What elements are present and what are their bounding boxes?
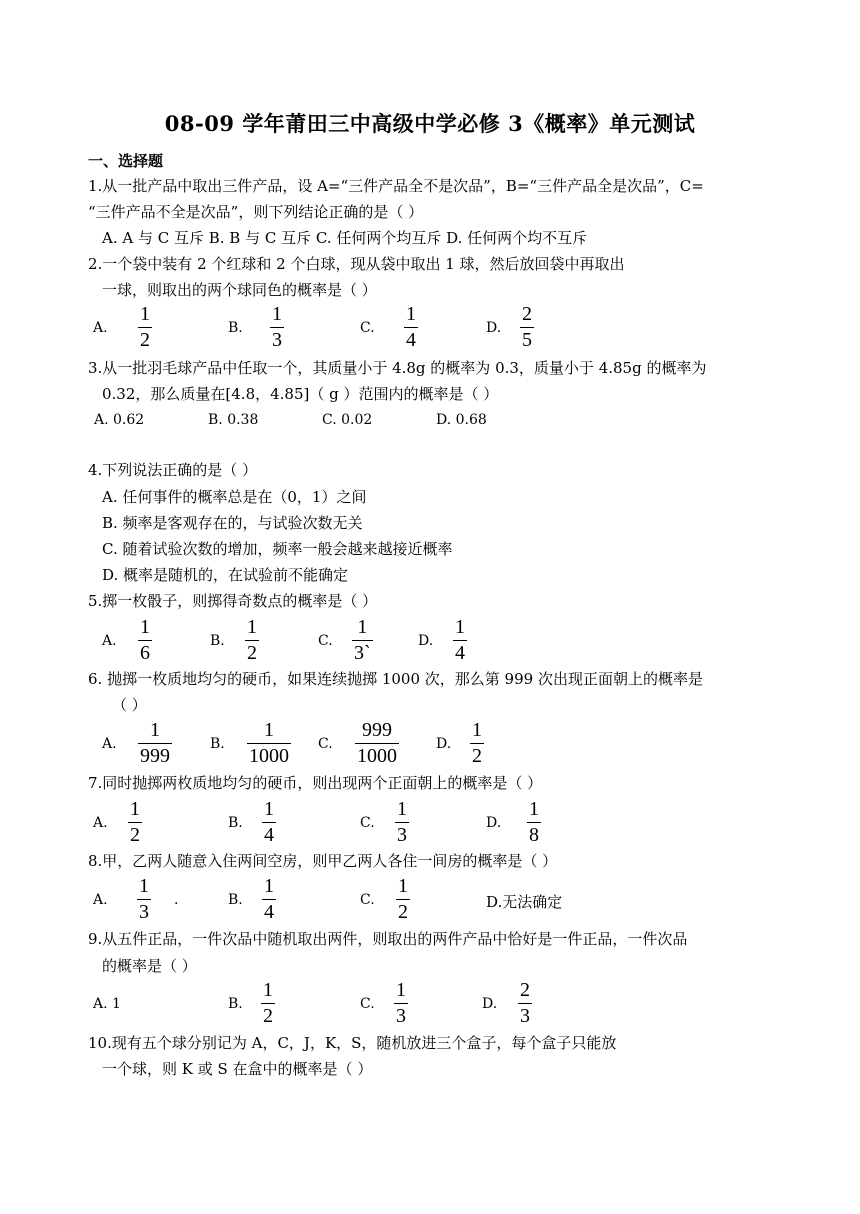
q9-fraction-b — [261, 980, 275, 1027]
q6-fraction-a-den: 999 — [140, 745, 170, 767]
q5-fraction-a — [138, 617, 152, 664]
q2-label-b: B. — [228, 320, 243, 336]
q2-fraction-a-den: 2 — [140, 329, 150, 351]
q5-fraction-c-num: 1 — [357, 616, 368, 638]
q5-fraction-d — [453, 617, 467, 664]
q8-fraction-b-num: 1 — [264, 875, 274, 897]
q1-choices: A. A 与 C 互斥 B. B 与 C 互斥 C. 任何两个均互斥 D. 任何两个均不互斥 — [102, 229, 588, 247]
q9-choice-a: A. 1 — [93, 996, 121, 1012]
q8-label-c: C. — [360, 892, 375, 908]
q3-choice-b: B. 0.38 — [208, 412, 259, 428]
q5-label-a: A. — [102, 633, 117, 649]
q3-text-line1: 3.从一批羽毛球产品中任取一个，其质量小于 4.8g 的概率为 0.3，质量小于 4.85g 的概率为 — [88, 359, 707, 377]
q5-fraction-c — [352, 617, 373, 664]
q9-fraction-b-den: 2 — [263, 1005, 273, 1027]
q7-label-d: D. — [486, 815, 502, 831]
q2-fraction-a — [138, 304, 152, 351]
q2-label-c: C. — [360, 320, 375, 336]
q8-dot: . — [174, 892, 179, 908]
q2-text-line1: 2.一个袋中装有 2 个红球和 2 个白球，现从袋中取出 1 球，然后放回袋中再取出 — [88, 255, 625, 273]
q8-fraction-a — [137, 876, 151, 923]
q7-fraction-c — [395, 799, 409, 846]
q4-choice-b: B. 频率是客观存在的，与试验次数无关 — [102, 514, 363, 532]
q6-fraction-c-den: 1000 — [357, 745, 397, 767]
q9-fraction-d — [518, 980, 532, 1027]
q2-fraction-b-num: 1 — [272, 303, 282, 325]
q4-text-line1: 4.下列说法正确的是（ ） — [88, 461, 258, 479]
q7-fraction-a-den: 2 — [130, 824, 140, 846]
q2-fraction-a-num: 1 — [140, 303, 150, 325]
q8-fraction-a-den: 3 — [139, 901, 149, 923]
q2-fraction-c — [404, 304, 418, 351]
q9-text-line2: 的概率是（ ） — [102, 957, 197, 975]
q5-label-b: B. — [210, 633, 225, 649]
q8-text-line1: 8.甲，乙两人随意入住两间空房，则甲乙两人各住一间房的概率是（ ） — [88, 852, 558, 870]
q5-fraction-b — [245, 617, 259, 664]
q8-fraction-c-den: 2 — [398, 901, 408, 923]
q9-label-d: D. — [482, 996, 498, 1012]
q2-fraction-d-den: 5 — [522, 329, 532, 351]
q2-text-line2: 一球，则取出的两个球同色的概率是（ ） — [102, 281, 377, 299]
q9-fraction-c-den: 3 — [396, 1005, 406, 1027]
q3-choice-d: D. 0.68 — [436, 412, 487, 428]
q6-fraction-c-num: 999 — [362, 719, 392, 741]
q7-label-c: C. — [360, 815, 375, 831]
q4-choice-a: A. 任何事件的概率总是在（0，1）之间 — [102, 488, 367, 506]
q8-label-a: A. — [93, 892, 108, 908]
q2-fraction-c-den: 4 — [406, 329, 416, 351]
q9-label-b: B. — [228, 996, 243, 1012]
q5-label-c: C. — [318, 633, 333, 649]
q9-fraction-d-den: 3 — [520, 1005, 530, 1027]
q6-label-c: C. — [318, 736, 333, 752]
q5-text-line1: 5.掷一枚骰子，则掷得奇数点的概率是（ ） — [88, 592, 378, 610]
q8-fraction-b — [262, 876, 276, 923]
q9-fraction-c-num: 1 — [396, 979, 406, 1001]
q9-fraction-b-num: 1 — [263, 979, 273, 1001]
q7-fraction-d-num: 1 — [529, 798, 539, 820]
q2-fraction-c-num: 1 — [406, 303, 416, 325]
q5-label-d: D. — [418, 633, 434, 649]
q7-fraction-d — [527, 799, 541, 846]
q2-fraction-b — [270, 304, 284, 351]
q1-text-line2: “三件产品不全是次品”，则下列结论正确的是（ ） — [88, 203, 424, 221]
q6-text-line2: （ ） — [112, 696, 147, 714]
q6-fraction-b-den: 1000 — [249, 745, 289, 767]
q7-fraction-b-den: 4 — [264, 824, 274, 846]
q7-label-b: B. — [228, 815, 243, 831]
q5-fraction-a-den: 6 — [140, 642, 150, 664]
q6-fraction-d-den: 2 — [472, 745, 482, 767]
q2-label-a: A. — [93, 320, 108, 336]
q4-choice-d: D. 概率是随机的，在试验前不能确定 — [102, 566, 349, 584]
q3-text-line2: 0.32，那么质量在[4.8，4.85]（ g ）范围内的概率是（ ） — [102, 385, 499, 403]
q2-fraction-d — [520, 304, 534, 351]
q8-fraction-c — [396, 876, 410, 923]
q7-fraction-c-num: 1 — [397, 798, 407, 820]
q2-label-d: D. — [486, 320, 502, 336]
q6-fraction-c — [355, 720, 399, 767]
q7-fraction-c-den: 3 — [397, 824, 407, 846]
q2-fraction-d-num: 2 — [522, 303, 532, 325]
q8-fraction-b-den: 4 — [264, 901, 274, 923]
q10-text-line1: 10.现有五个球分别记为 A，C，J，K，S，随机放进三个盒子，每个盒子只能放 — [88, 1034, 617, 1052]
q7-fraction-a-num: 1 — [130, 798, 140, 820]
q6-label-a: A. — [102, 736, 117, 752]
q3-choice-c: C. 0.02 — [322, 412, 373, 428]
q5-fraction-d-den: 4 — [455, 642, 465, 664]
q6-label-b: B. — [210, 736, 225, 752]
q5-fraction-b-num: 1 — [247, 616, 257, 638]
q6-fraction-b-num: 1 — [264, 719, 274, 741]
q2-fraction-b-den: 3 — [272, 329, 282, 351]
q1-text-line1: 1.从一批产品中取出三件产品，设 A=“三件产品全不是次品”，B=“三件产品全是次品”，C= — [88, 177, 704, 195]
q7-text-line1: 7.同时抛掷两枚质地均匀的硬币，则出现两个正面朝上的概率是（ ） — [88, 774, 543, 792]
q9-fraction-d-num: 2 — [520, 979, 530, 1001]
q5-fraction-d-num: 1 — [455, 616, 465, 638]
q5-fraction-c-den: 3` — [354, 642, 371, 664]
q6-fraction-a — [138, 720, 172, 767]
q6-text-line1: 6. 抛掷一枚质地均匀的硬币，如果连续抛掷 1000 次，那么第 999 次出现正面朝上的概率是 — [88, 670, 703, 688]
q10-text-line2: 一个球，则 K 或 S 在盒中的概率是（ ） — [102, 1060, 373, 1078]
page-title: 08-09 学年莆田三中高级中学必修 3《概率》单元测试 — [164, 111, 696, 136]
q7-label-a: A. — [93, 815, 108, 831]
q8-label-b: B. — [228, 892, 243, 908]
q5-fraction-a-num: 1 — [140, 616, 150, 638]
q7-fraction-b — [262, 799, 276, 846]
q9-fraction-c — [394, 980, 408, 1027]
q7-fraction-a — [128, 799, 142, 846]
q6-fraction-d — [470, 720, 484, 767]
q4-choice-c: C. 随着试验次数的增加，频率一般会越来越接近概率 — [102, 540, 453, 558]
q6-fraction-a-num: 1 — [150, 719, 160, 741]
q7-fraction-d-den: 8 — [529, 824, 539, 846]
q8-fraction-c-num: 1 — [398, 875, 408, 897]
q9-label-c: C. — [360, 996, 375, 1012]
q6-fraction-b — [247, 720, 291, 767]
q6-label-d: D. — [436, 736, 452, 752]
q3-choice-a: A. 0.62 — [94, 412, 145, 428]
q8-fraction-a-num: 1 — [139, 875, 149, 897]
q9-text-line1: 9.从五件正品，一件次品中随机取出两件，则取出的两件产品中恰好是一件正品，一件次品 — [88, 930, 688, 948]
q7-fraction-b-num: 1 — [264, 798, 274, 820]
q5-fraction-b-den: 2 — [247, 642, 257, 664]
q8-choice-d: D.无法确定 — [486, 893, 563, 911]
q6-fraction-d-num: 1 — [472, 719, 482, 741]
section-heading: 一、选择题 — [88, 152, 164, 170]
